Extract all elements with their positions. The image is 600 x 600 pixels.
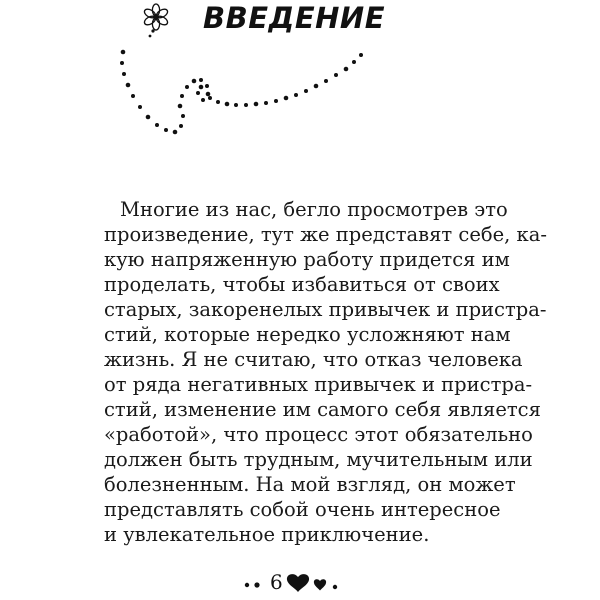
text-line: стий, изменение им самого себя является	[104, 398, 541, 421]
text-line: старых, закоренелых привычек и пристра-	[104, 298, 547, 321]
text-line: и увлекательное приключение.	[104, 523, 430, 546]
text-line: произведение, тут же представят себе, ка-	[104, 223, 547, 246]
text-line: болезненным. На мой взгляд, он может	[104, 473, 516, 496]
flower-icon	[139, 2, 175, 38]
text-line: Многие из нас, бегло просмотрев это	[120, 198, 508, 221]
dot-swirl-icon	[100, 40, 370, 150]
page-folio	[240, 567, 370, 597]
text-line: кую напряженную работу придется им	[104, 248, 510, 271]
text-line: от ряда негативных привычек и пристра-	[104, 373, 533, 396]
text-line: представлять собой очень интересное	[104, 498, 501, 521]
text-line: должен быть трудным, мучительным или	[104, 448, 533, 471]
text-line: «работой», что процесс этот обязательно	[104, 423, 533, 446]
page-number: 6	[270, 570, 283, 594]
dots-icon	[245, 582, 260, 587]
text-line: жизнь. Я не считаю, что отказ человека	[104, 348, 523, 371]
hearts-icon	[287, 574, 337, 592]
text-line: стий, которые нередко усложняют нам	[104, 323, 511, 346]
page-title: ВВЕДЕНИЕ	[203, 1, 386, 35]
text-line: проделать, чтобы избавиться от своих	[104, 273, 500, 296]
